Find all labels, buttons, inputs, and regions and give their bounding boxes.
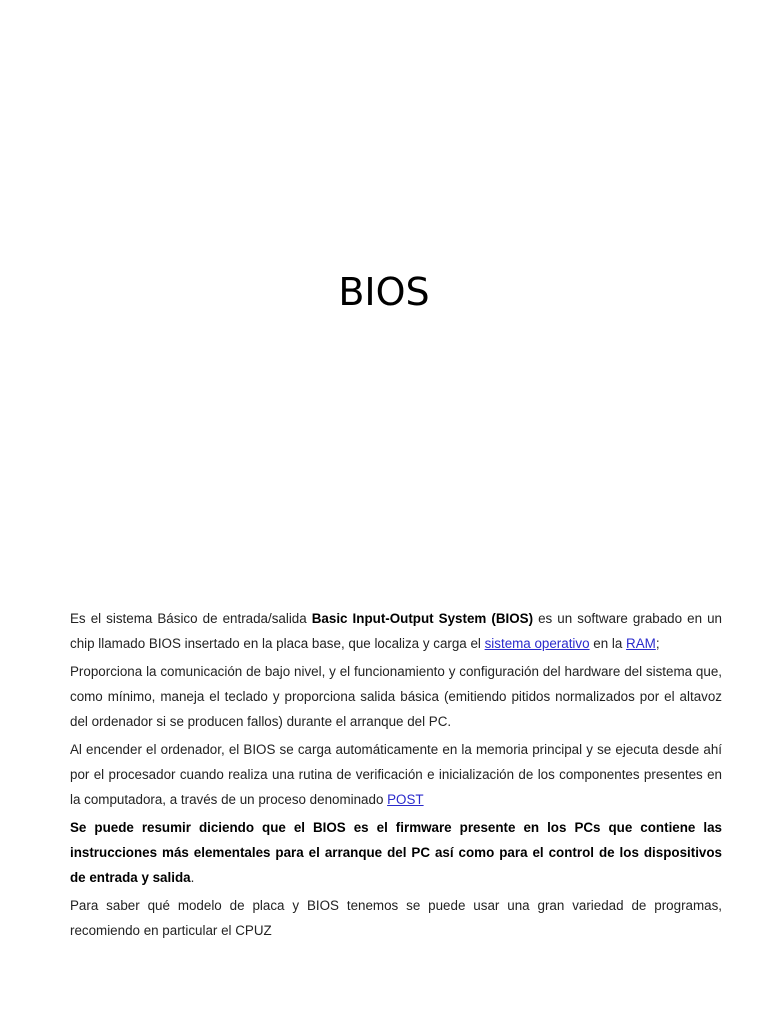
paragraph-communication [70,659,722,734]
text-span: ; [655,636,660,651]
text-span: es un software grabado en un chip llamado BIOS insertado en la placa base, que localiza y carga el [70,611,722,651]
page-title: BIOS [338,270,430,314]
paragraph-summary [70,815,722,890]
bold-term-bios: Basic Input-Output System (BIOS) [311,611,534,626]
text-span: Al encender el ordenador, el BIOS se carga automáticamente en la memoria principal y se ejecuta desde ahí por el procesador cuando realiza una rutina de verificación e inicialización de los componentes presentes en la computadora, a través de un proceso denominado [70,742,722,807]
text-span: Proporciona la comunicación de bajo nivel, y el funcionamiento y configuración del hardware del sistema que, como mínimo, maneja el teclado y proporciona salida básica (emitiendo pitidos normalizados por el altavoz del ordenador si se producen fallos) durante el arranque del PC. [70,664,722,729]
bold-summary: Se puede resumir diciendo que el BIOS es el firmware presente en los PCs que contiene las instrucciones más elementales para el arranque del PC así como para el control de los dispositivos de entrada y salida [70,820,722,885]
text-span: Para saber qué modelo de placa y BIOS tenemos se puede usar una gran variedad de programas, recomiendo en particular el CPUZ [70,898,722,938]
paragraph-cpuz [70,893,722,943]
link-ram[interactable]: RAM [626,636,656,651]
paragraph-bios-definition [70,606,722,656]
paragraph-post [70,737,722,812]
link-sistema-operativo[interactable]: sistema operativo [484,636,590,651]
document-body [70,606,722,946]
text-span: Es el sistema Básico de entrada/salida [70,611,312,626]
text-span: . [190,870,195,885]
text-span: en la [589,636,627,651]
link-post[interactable]: POST [387,792,424,807]
